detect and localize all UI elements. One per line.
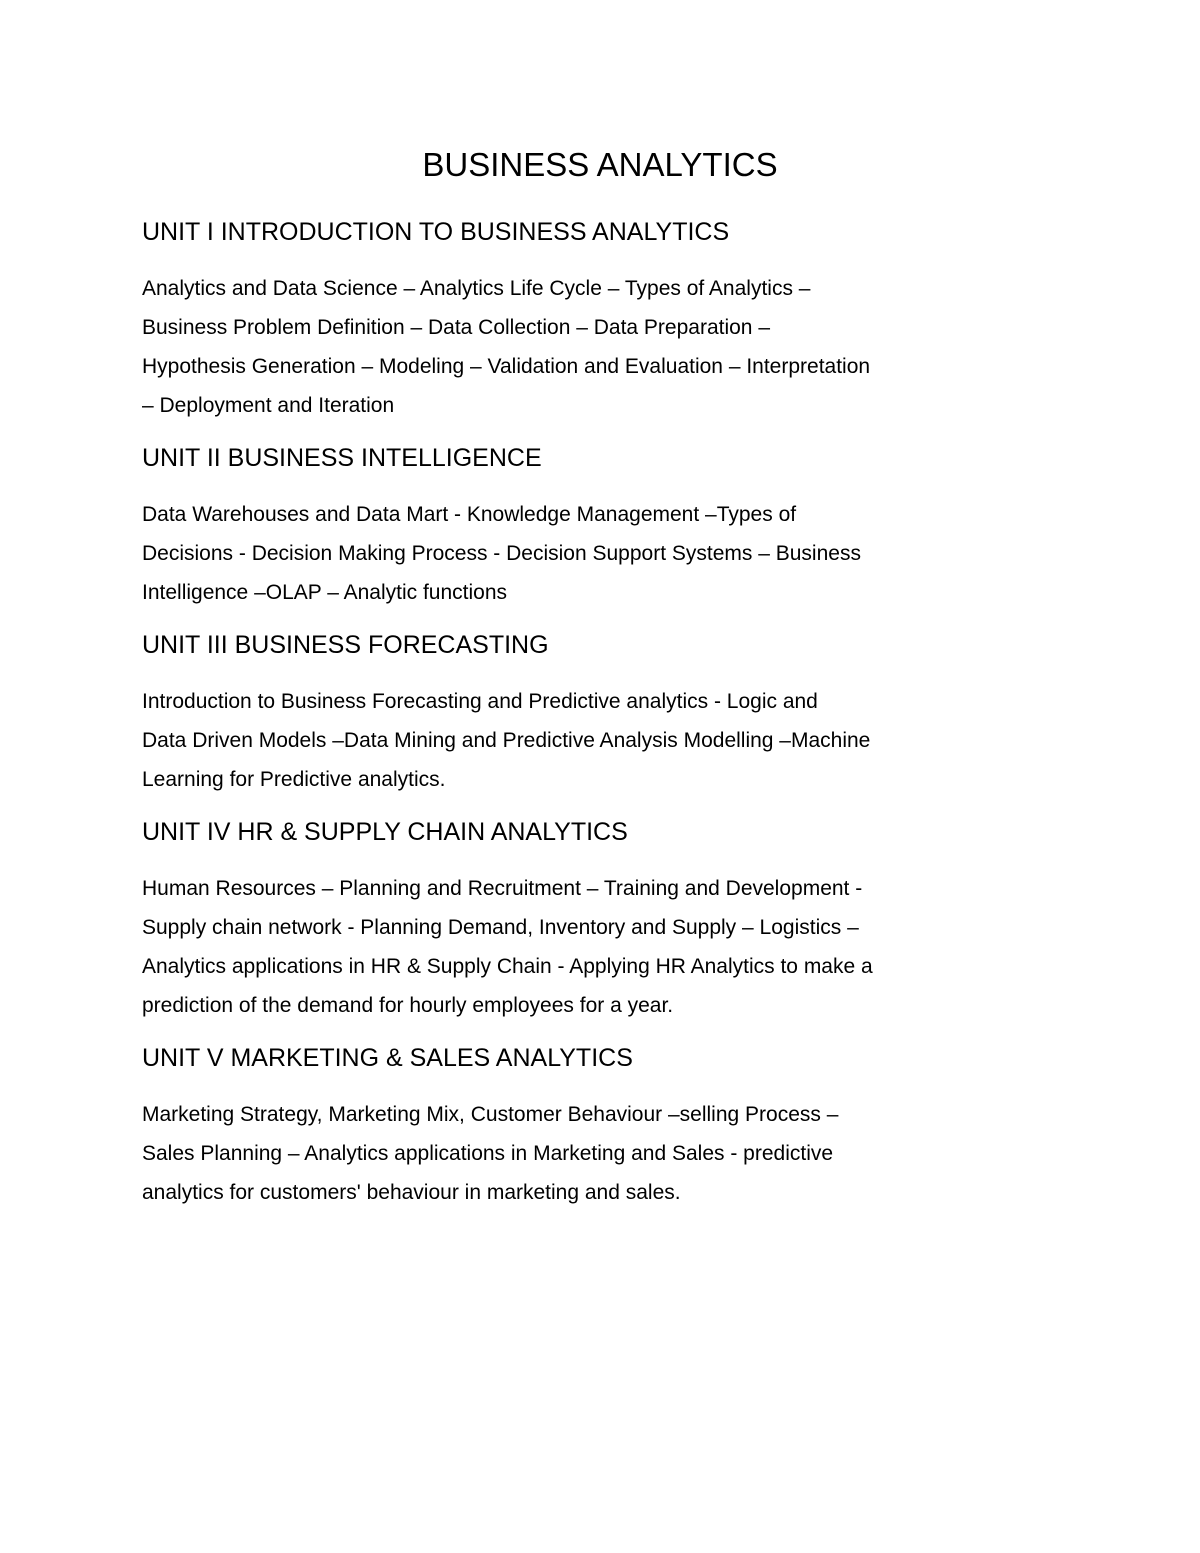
unit-heading: UNIT II BUSINESS INTELLIGENCE xyxy=(142,444,542,472)
body-line: Business Problem Definition – Data Collection – Data Preparation – xyxy=(142,316,771,339)
unit-heading: UNIT V MARKETING & SALES ANALYTICS xyxy=(142,1044,633,1072)
unit-body xyxy=(142,495,1072,612)
body-line: Human Resources – Planning and Recruitment – Training and Development - xyxy=(142,877,863,900)
document-content xyxy=(142,215,1072,1228)
body-line: Data Warehouses and Data Mart - Knowledge Management –Types of xyxy=(142,503,797,526)
body-line: Supply chain network - Planning Demand, Inventory and Supply – Logistics – xyxy=(142,916,859,939)
unit-heading: UNIT IV HR & SUPPLY CHAIN ANALYTICS xyxy=(142,818,628,846)
body-line: Introduction to Business Forecasting and Predictive analytics - Logic and xyxy=(142,690,818,713)
body-line: Data Driven Models –Data Mining and Predictive Analysis Modelling –Machine xyxy=(142,729,871,752)
unit-body xyxy=(142,682,1072,799)
body-line: Learning for Predictive analytics. xyxy=(142,768,446,791)
unit-heading: UNIT III BUSINESS FORECASTING xyxy=(142,631,549,659)
unit-section-2 xyxy=(142,441,1072,612)
unit-section-5 xyxy=(142,1041,1072,1212)
unit-body xyxy=(142,869,1072,1025)
unit-section-1 xyxy=(142,215,1072,425)
unit-section-3 xyxy=(142,628,1072,799)
unit-body xyxy=(142,269,1072,425)
body-line: analytics for customers' behaviour in marketing and sales. xyxy=(142,1181,681,1204)
unit-section-4 xyxy=(142,815,1072,1025)
body-line: Analytics and Data Science – Analytics Life Cycle – Types of Analytics – xyxy=(142,277,811,300)
body-line: Intelligence –OLAP – Analytic functions xyxy=(142,581,508,604)
unit-heading: UNIT I INTRODUCTION TO BUSINESS ANALYTICS xyxy=(142,218,730,246)
body-line: Analytics applications in HR & Supply Chain - Applying HR Analytics to make a xyxy=(142,955,873,978)
unit-body xyxy=(142,1095,1072,1212)
body-line: Hypothesis Generation – Modeling – Validation and Evaluation – Interpretation xyxy=(142,355,871,378)
body-line: prediction of the demand for hourly employees for a year. xyxy=(142,994,674,1017)
body-line: Sales Planning – Analytics applications in Marketing and Sales - predictive xyxy=(142,1142,834,1165)
body-line: Decisions - Decision Making Process - Decision Support Systems – Business xyxy=(142,542,861,565)
body-line: Marketing Strategy, Marketing Mix, Customer Behaviour –selling Process – xyxy=(142,1103,839,1126)
document-title: BUSINESS ANALYTICS xyxy=(422,146,778,183)
body-line: – Deployment and Iteration xyxy=(142,394,395,417)
